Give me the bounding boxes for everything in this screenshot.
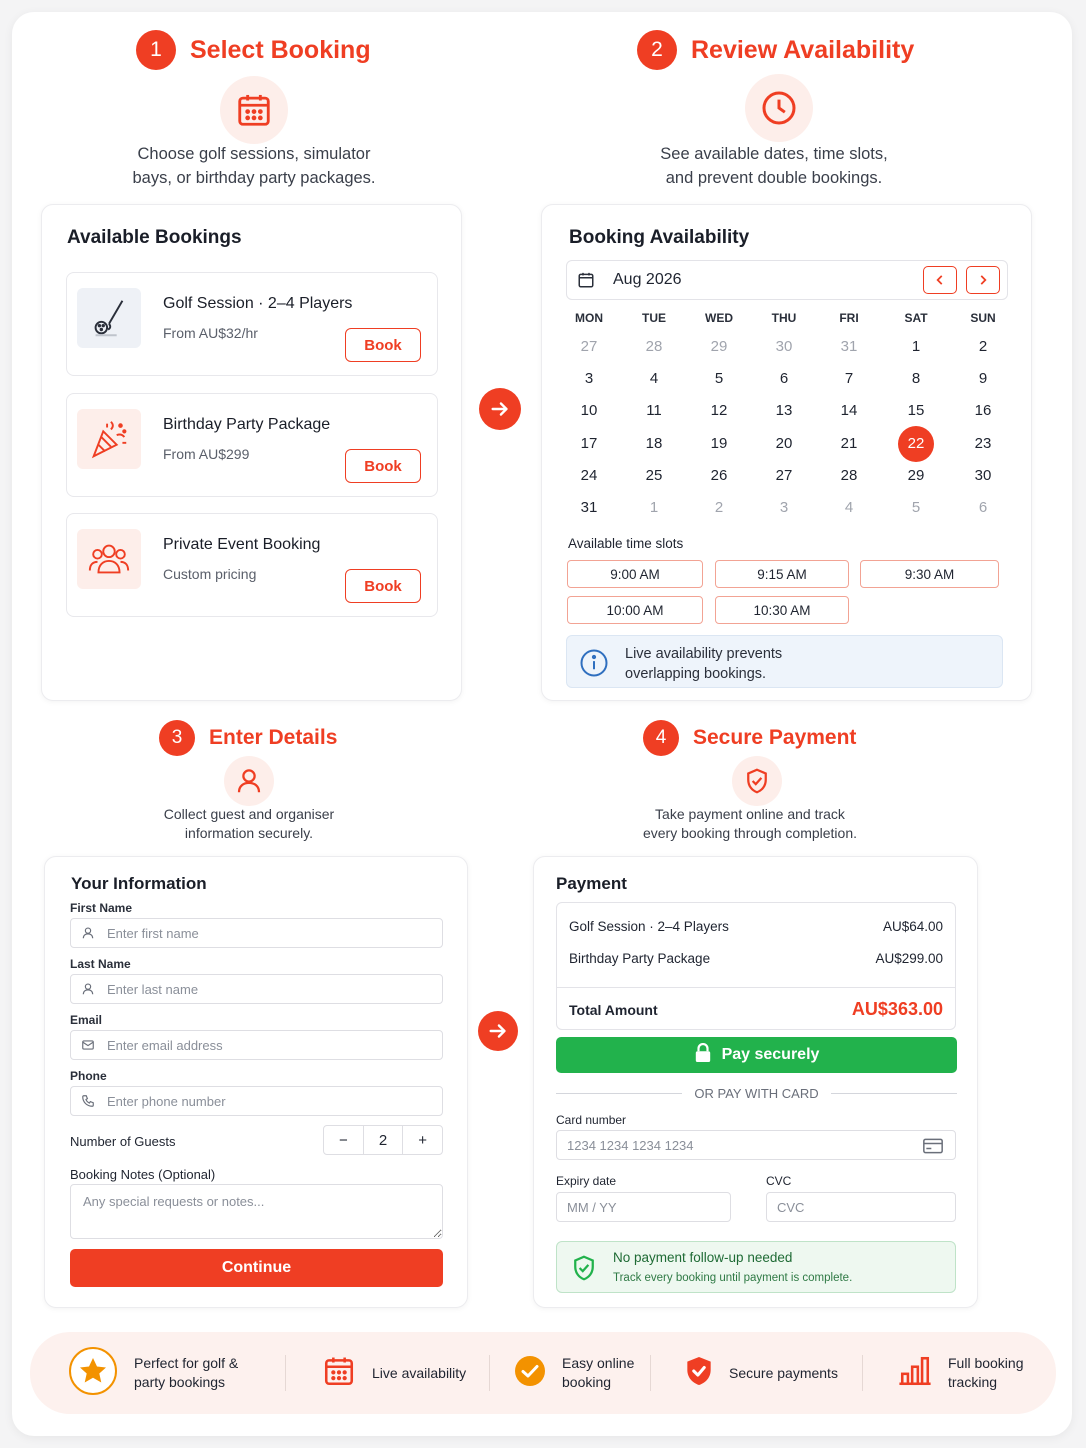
calendar-day: 27 — [580, 338, 598, 355]
prev-month-button[interactable] — [923, 266, 957, 294]
feature-item: Full booking tracking — [898, 1332, 1024, 1414]
notes-field[interactable] — [70, 1184, 443, 1239]
calendar-day[interactable]: 14 — [840, 402, 858, 420]
phone-label: Phone — [70, 1069, 107, 1083]
step-1-description: Choose golf sessions, simulator bays, or birthday party packages. — [132, 145, 376, 187]
calendar-day[interactable]: 8 — [911, 370, 921, 388]
calendar-day[interactable]: 18 — [645, 434, 663, 452]
calendar-day[interactable]: 4 — [649, 370, 659, 388]
calendar-day: 1 — [649, 499, 659, 516]
calendar-day[interactable]: 25 — [645, 466, 663, 484]
calendar-icon — [220, 76, 288, 144]
notice-title: No payment follow-up needed — [613, 1250, 793, 1265]
summary-row: Golf Session · 2–4 Players AU$64.00 — [569, 919, 943, 934]
cvc-field[interactable] — [766, 1192, 956, 1222]
feature-item: Secure payments — [685, 1332, 838, 1414]
calendar-day: 2 — [714, 499, 724, 516]
calendar-day: 3 — [779, 499, 789, 516]
calendar-day: 31 — [840, 338, 858, 355]
guests-value: 2 — [363, 1126, 403, 1154]
calendar-day[interactable]: 28 — [840, 466, 858, 484]
calendar-day: 6 — [978, 499, 988, 516]
time-slot[interactable]: 9:30 AM — [860, 560, 999, 588]
step-2-description: See available dates, time slots, and prevent double bookings. — [660, 145, 888, 187]
features-bar — [30, 1332, 1056, 1414]
book-button[interactable]: Book — [345, 328, 421, 362]
calendar-icon — [322, 1353, 356, 1394]
calendar-day[interactable]: 11 — [646, 402, 662, 420]
calendar-day[interactable]: 30 — [974, 466, 992, 484]
weekday-header: MON — [575, 311, 603, 325]
bar-chart-icon — [898, 1354, 932, 1393]
quantity-stepper — [323, 1125, 443, 1155]
guests-label: Number of Guests — [70, 1134, 176, 1149]
calendar-day: 30 — [775, 338, 793, 355]
feature-item: Perfect for golf & party bookings — [68, 1332, 238, 1414]
time-slot[interactable]: 9:00 AM — [567, 560, 703, 588]
step-title: Review Availability — [691, 35, 915, 64]
email-label: Email — [70, 1013, 103, 1027]
step-number: 1 — [136, 30, 176, 70]
notes-label: Booking Notes (Optional) — [70, 1167, 216, 1182]
group-icon — [77, 529, 141, 589]
book-button[interactable]: Book — [345, 449, 421, 483]
order-summary — [556, 902, 956, 1030]
or-divider: OR PAY WITH CARD — [556, 1086, 957, 1101]
calendar-day[interactable]: 13 — [775, 402, 793, 420]
check-circle-icon — [514, 1355, 546, 1392]
booking-price: From AU$299 — [163, 446, 250, 462]
calendar-day[interactable]: 1 — [911, 338, 921, 355]
arrow-right-icon — [478, 1011, 518, 1051]
weekday-header: SAT — [904, 311, 928, 325]
user-icon — [80, 925, 96, 941]
step-1-header — [136, 30, 371, 70]
card-title: Payment — [556, 874, 627, 893]
calendar-header — [566, 260, 1008, 300]
user-icon — [224, 756, 274, 806]
calendar-day[interactable]: 23 — [974, 434, 992, 452]
step-title: Enter Details — [209, 726, 338, 749]
card-title: Your Information — [71, 874, 207, 893]
weekday-header: WED — [705, 311, 733, 325]
arrow-right-icon — [479, 388, 521, 430]
step-4-description: Take payment online and track every booking through completion. — [642, 806, 858, 841]
your-information-card — [44, 856, 468, 1308]
calendar-day[interactable]: 29 — [907, 466, 925, 484]
calendar-day[interactable]: 10 — [580, 402, 598, 420]
clock-icon — [745, 74, 813, 142]
last-name-field[interactable] — [70, 974, 443, 1004]
decrement-button[interactable]: − — [338, 1131, 348, 1149]
calendar-day[interactable]: 20 — [775, 434, 793, 452]
weekday-header: SUN — [970, 311, 996, 325]
shield-check-icon — [569, 1252, 599, 1289]
expiry-label: Expiry date — [556, 1174, 617, 1188]
booking-name: Birthday Party Package — [163, 416, 331, 433]
calendar-day[interactable]: 9 — [978, 370, 988, 388]
summary-divider — [557, 987, 955, 988]
mail-icon — [80, 1037, 96, 1053]
first-name-field[interactable] — [70, 918, 443, 948]
calendar-day: 4 — [844, 499, 854, 516]
calendar-day: 5 — [911, 499, 921, 516]
weekday-header: THU — [771, 311, 797, 325]
credit-card-icon — [923, 1138, 943, 1159]
feature-item: Easy online booking — [514, 1332, 634, 1414]
star-icon — [68, 1346, 118, 1401]
calendar-day[interactable]: 2 — [978, 338, 988, 355]
calendar-day[interactable]: 26 — [710, 466, 728, 484]
info-icon — [579, 648, 609, 683]
booking-price: Custom pricing — [163, 566, 257, 582]
phone-field[interactable] — [70, 1086, 443, 1116]
step-number: 3 — [159, 720, 195, 756]
card-title: Available Bookings — [67, 227, 242, 248]
calendar-day[interactable]: 21 — [840, 434, 858, 452]
calendar-month: Aug 2026 — [613, 271, 682, 288]
summary-total: Total Amount AU$363.00 — [569, 999, 943, 1019]
notice-text: Track every booking until payment is complete. — [613, 1272, 853, 1284]
calendar-day[interactable]: 27 — [775, 466, 793, 484]
booking-price: From AU$32/hr — [163, 325, 258, 341]
booking-availability-card — [541, 204, 1032, 701]
page — [12, 12, 1072, 1436]
calendar-day: 28 — [645, 338, 663, 355]
time-slot[interactable]: 10:00 AM — [567, 596, 703, 624]
info-text: Live availability prevents overlapping bookings. — [625, 646, 783, 682]
book-button[interactable]: Book — [345, 569, 421, 603]
time-slot[interactable]: 10:30 AM — [715, 596, 849, 624]
email-field[interactable] — [70, 1030, 443, 1060]
card-number-field[interactable] — [556, 1130, 956, 1160]
card-title: Booking Availability — [569, 227, 750, 248]
step-number: 4 — [643, 720, 679, 756]
step-2-header — [637, 30, 914, 70]
party-popper-icon — [77, 409, 141, 469]
calendar-day[interactable]: 6 — [779, 370, 789, 388]
weekday-header: FRI — [839, 311, 859, 325]
calendar-day[interactable]: 17 — [580, 434, 598, 452]
step-3-header — [159, 720, 337, 756]
summary-row: Birthday Party Package AU$299.00 — [569, 951, 943, 966]
weekday-header: TUE — [642, 311, 666, 325]
increment-button[interactable]: + — [402, 1126, 442, 1154]
last-name-label: Last Name — [70, 957, 131, 971]
booking-item-golf — [66, 272, 438, 376]
lock-icon — [694, 1043, 712, 1068]
shield-check-icon — [732, 756, 782, 806]
booking-item-private-event — [66, 513, 438, 617]
calendar-day[interactable]: 3 — [584, 370, 594, 388]
user-icon — [80, 981, 96, 997]
calendar-day[interactable]: 31 — [580, 499, 598, 516]
step-number: 2 — [637, 30, 677, 70]
time-slots-label: Available time slots — [568, 536, 684, 551]
calendar-icon — [577, 271, 595, 294]
step-3-description: Collect guest and organiser information securely. — [163, 806, 335, 841]
calendar-day: 29 — [710, 338, 728, 355]
available-bookings-card — [41, 204, 462, 701]
calendar-day[interactable]: 12 — [710, 402, 728, 420]
step-title: Select Booking — [190, 35, 371, 64]
time-slot[interactable]: 9:15 AM — [715, 560, 849, 588]
booking-item-birthday — [66, 393, 438, 497]
feature-item: Live availability — [322, 1332, 466, 1414]
pay-securely-button[interactable]: Pay securely — [556, 1037, 957, 1073]
calendar-day[interactable]: 15 — [907, 402, 925, 420]
first-name-label: First Name — [70, 901, 133, 915]
continue-button[interactable]: Continue — [70, 1249, 443, 1287]
phone-icon — [80, 1093, 96, 1109]
step-4-header — [643, 720, 856, 756]
availability-info-box — [566, 635, 1003, 688]
calendar-day[interactable]: 19 — [710, 434, 728, 452]
calendar-day[interactable]: 16 — [974, 402, 992, 420]
payment-card — [533, 856, 978, 1308]
calendar-day-selected[interactable]: 22 — [898, 426, 934, 462]
cvc-label: CVC — [766, 1174, 792, 1188]
calendar-day[interactable]: 7 — [844, 370, 854, 388]
golf-icon — [77, 288, 141, 348]
booking-name: Private Event Booking — [163, 536, 321, 553]
expiry-field[interactable] — [556, 1192, 731, 1222]
payment-notice — [556, 1241, 956, 1293]
calendar-day[interactable]: 24 — [580, 466, 598, 484]
card-number-label: Card number — [556, 1113, 627, 1127]
next-month-button[interactable] — [966, 266, 1000, 294]
booking-name: Golf Session · 2–4 Players — [163, 295, 353, 312]
calendar-day[interactable]: 5 — [714, 370, 724, 388]
shield-check-icon — [685, 1355, 713, 1392]
step-title: Secure Payment — [693, 726, 857, 749]
